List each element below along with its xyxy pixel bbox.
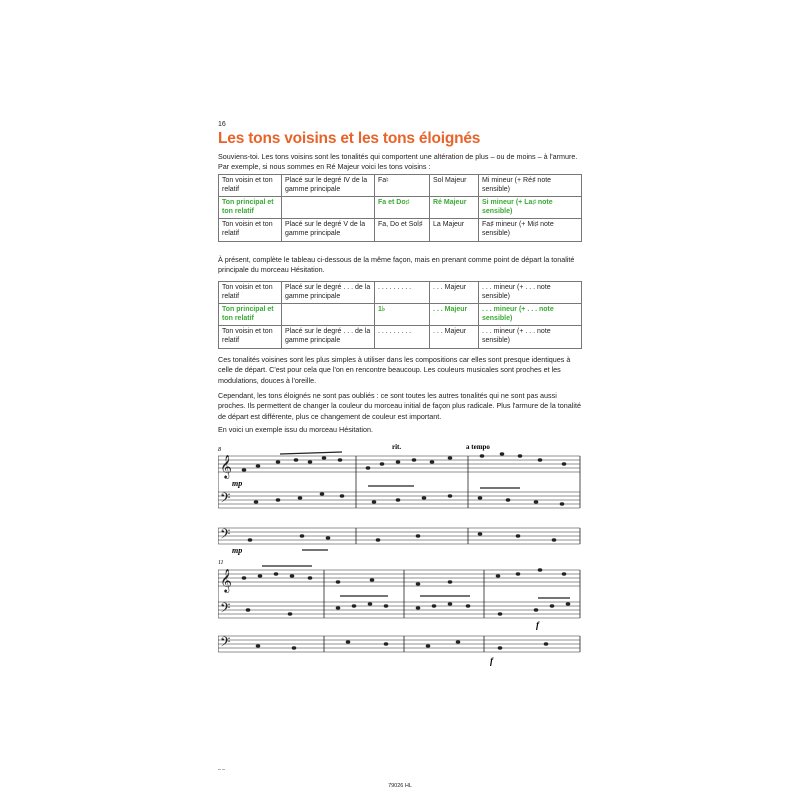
- table-cell: Placé sur le degré . . . de la gamme principale: [282, 282, 375, 304]
- table-cell: 1♭: [375, 304, 430, 326]
- score-system-1: [218, 440, 582, 558]
- beams: [280, 452, 520, 550]
- measure-number: 8: [218, 447, 221, 453]
- dynamic-mp: mp: [232, 546, 243, 555]
- intro-paragraph: Souviens-toi. Les tons voisins sont les tonalités qui comportent une altération de plus – ou de moins – à l'armure. Par exemple, si nous sommes en Ré Majeur voici les tons voisins :: [218, 152, 578, 172]
- clefs: [220, 454, 232, 545]
- dynamic-f: f: [490, 656, 493, 666]
- table-cell: [282, 304, 375, 326]
- table-row: [219, 175, 582, 197]
- dynamic-f: f: [536, 620, 539, 630]
- table-cell: Fa, Do et Sol♯: [375, 219, 430, 241]
- bass-clef-icon: 𝄢: [220, 600, 231, 619]
- table-cell: Si mineur (+ La♯ note sensible): [479, 197, 582, 219]
- tempo-marking-atempo: a tempo: [466, 443, 490, 451]
- table-cell: [282, 197, 375, 219]
- table-cell: Ton principal et ton relatif: [219, 304, 282, 326]
- table-cell: Placé sur le degré IV de la gamme principale: [282, 175, 375, 197]
- table-cell: . . . mineur (+ . . . note sensible): [479, 304, 582, 326]
- table-cell: . . . mineur (+ . . . note sensible): [479, 282, 582, 304]
- bass-clef-icon: 𝄢: [220, 490, 231, 509]
- page-number: 16: [218, 121, 226, 128]
- paragraph-example: En voici un exemple issu du morceau Hésitation.: [218, 425, 374, 434]
- table-row: [219, 304, 582, 326]
- table-cell: . . . Majeur: [430, 282, 479, 304]
- footer-code: 79026 HL: [388, 783, 412, 789]
- pedal-staff: [218, 636, 580, 652]
- table-cell: Ton principal et ton relatif: [219, 197, 282, 219]
- table-cell: Fa et Do♯: [375, 197, 430, 219]
- table-cell: Ton voisin et ton relatif: [219, 175, 282, 197]
- exercise-table: [218, 281, 582, 349]
- treble-clef-icon: 𝄞: [220, 454, 232, 478]
- paragraph-neighbors: Ces tonalités voisines sont les plus simples à utiliser dans les compositions car elles sont presque identiques à celle de départ. C'est pour cela que l'on en rencontre beaucoup. Les couleurs musicales sont proches et les modulations, douces à l'oreille.: [218, 355, 571, 385]
- table-cell: La Majeur: [430, 219, 479, 241]
- table-cell: Placé sur le degré V de la gamme principale: [282, 219, 375, 241]
- table-cell: . . . Majeur: [430, 304, 479, 326]
- clefs: [220, 568, 232, 653]
- table-cell: Sol Majeur: [430, 175, 479, 197]
- page-title: Les tons voisins et les tons éloignés: [218, 130, 481, 147]
- table-cell: Ton voisin et ton relatif: [219, 282, 282, 304]
- treble-staff: [218, 456, 580, 472]
- table-cell: Ré Majeur: [430, 197, 479, 219]
- treble-clef-icon: 𝄞: [220, 568, 232, 592]
- example-table: [218, 174, 582, 242]
- page: [218, 0, 582, 800]
- measure-number: 11: [218, 560, 224, 566]
- instruction-paragraph: À présent, complète le tableau ci-dessous de la même façon, mais en prenant comme point de départ la tonalité principale du morceau Hésitation.: [218, 255, 575, 275]
- paragraph-distant: Cependant, les tons éloignés ne sont pas oubliés : ce sont toutes les autres tonalités qui ne sont pas aussi proches. Ils permettent de changer la couleur du morceau initial de façon plus radicale. Plus l'armure de la tonalité de départ est différente, plus ce changement de couleur est important.: [218, 391, 581, 421]
- table-cell: . . . Majeur: [430, 326, 479, 348]
- score-system-2: [218, 556, 582, 674]
- bass-clef-icon: 𝄢: [220, 526, 231, 545]
- table-cell: Fa♯ mineur (+ Mi♯ note sensible): [479, 219, 582, 241]
- table-row: [219, 326, 582, 348]
- table-cell: . . . . . . . . .: [375, 326, 430, 348]
- table-cell: Ton voisin et ton relatif: [219, 219, 282, 241]
- table-cell: . . . mineur (+ . . . note sensible): [479, 326, 582, 348]
- notes: [242, 568, 571, 649]
- table-row: [219, 282, 582, 304]
- tempo-marking-rit: rit.: [392, 443, 402, 451]
- bass-clef-icon: 𝄢: [220, 634, 231, 653]
- footer-small: – –: [218, 767, 225, 773]
- table-cell: . . . . . . . . .: [375, 282, 430, 304]
- table-row: [219, 197, 582, 219]
- table-cell: Mi mineur (+ Ré♯ note sensible): [479, 175, 582, 197]
- bass-staff: [218, 602, 580, 618]
- table-cell: Placé sur le degré . . . de la gamme principale: [282, 326, 375, 348]
- table-cell: Fa♮: [375, 175, 430, 197]
- pedal-staff: [218, 528, 580, 544]
- table-row: [219, 219, 582, 241]
- dynamic-mp: mp: [232, 479, 243, 488]
- table-cell: Ton voisin et ton relatif: [219, 326, 282, 348]
- treble-staff: [218, 570, 580, 586]
